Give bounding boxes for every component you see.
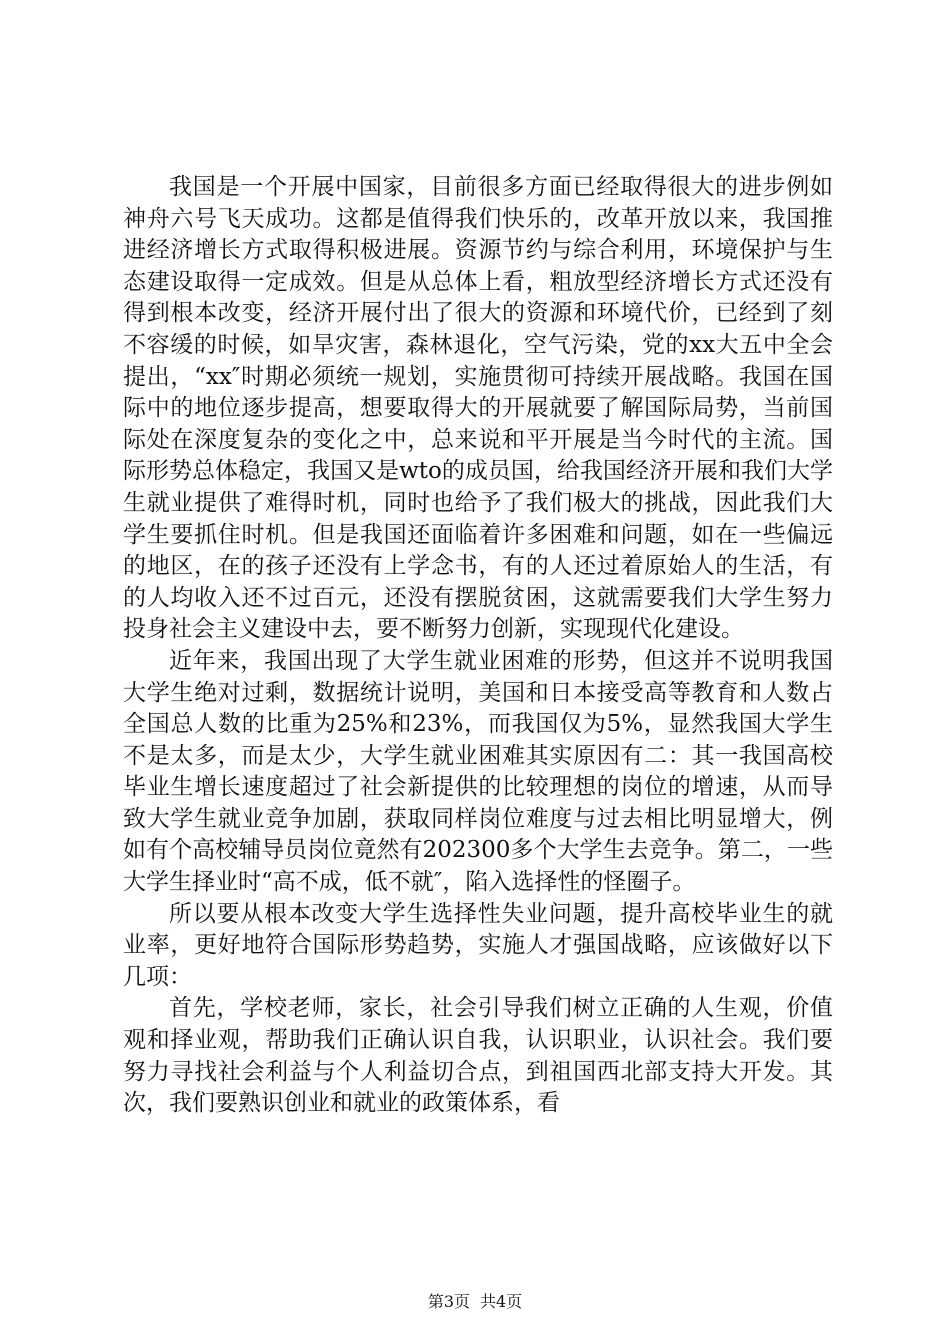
page-total: 共4页 [480,1292,523,1311]
document-body [123,172,833,1120]
paragraph-4: 首先，学校老师，家长，社会引导我们树立正确的人生观，价值观和择业观，帮助我们正确认识自我，认识职业，认识社会。我们要努力寻找社会利益与个人利益切合点，到祖国西北部支持大开发。其次，我们要熟识创业和就业的政策体系，看 [123,995,833,1117]
paragraph-1: 我国是一个开展中国家，目前很多方面已经取得很大的进步例如神舟六号飞天成功。这都是值得我们快乐的，改革开放以来，我国推进经济增长方式取得积极进展。资源节约与综合利用，环境保护与生态建设取得一定成效。但是从总体上看，粗放型经济增长方式还没有得到根本改变，经济开展付出了很大的资源和环境代价，已经到了刻不容缓的时候，如旱灾害，森林退化，空气污染，党的xx大五中全会提出，“xx″时期必须统一规划，实施贯彻可持续开展战略。我国在国际中的地位逐步提高，想要取得大的开展就要了解国际局势，当前国际处在深度复杂的变化之中，总来说和平开展是当今时代的主流。国际形势总体稳定，我国又是wto的成员国，给我国经济开展和我们大学生就业提供了难得时机，同时也给予了我们极大的挑战，因此我们大学生要抓住时机。但是我国还面临着许多困难和问题，如在一些偏远的地区，在的孩子还没有上学念书，有的人还过着原始人的生活，有的人均收入还不过百元，还没有摆脱贫困，这就需要我们大学生努力投身社会主义建设中去，要不断努力创新，实现现代化建设。 [123,174,833,643]
page-footer [0,1292,950,1312]
paragraph-2: 近年来，我国出现了大学生就业困难的形势，但这并不说明我国大学生绝对过剩，数据统计说明，美国和日本接受高等教育和人数占全国总人数的比重为25%和23%，而我国仅为5%，显然我国大学生不是太多，而是太少，大学生就业困难其实原因有二：其一我国高校毕业生增长速度超过了社会新提供的比较理想的岗位的增速，从而导致大学生就业竞争加剧，获取同样岗位难度与过去相比明显增大，例如有个高校辅导员岗位竟然有202300多个大学生去竞争。第二，一些大学生择业时“高不成，低不就″，陷入选择性的怪圈子。 [123,647,833,896]
page-number: 第3页 [427,1292,470,1311]
paragraph-3: 所以要从根本改变大学生选择性失业问题，提升高校毕业生的就业率，更好地符合国际形势趋势，实施人才强国战略，应该做好以下几项： [123,900,833,990]
